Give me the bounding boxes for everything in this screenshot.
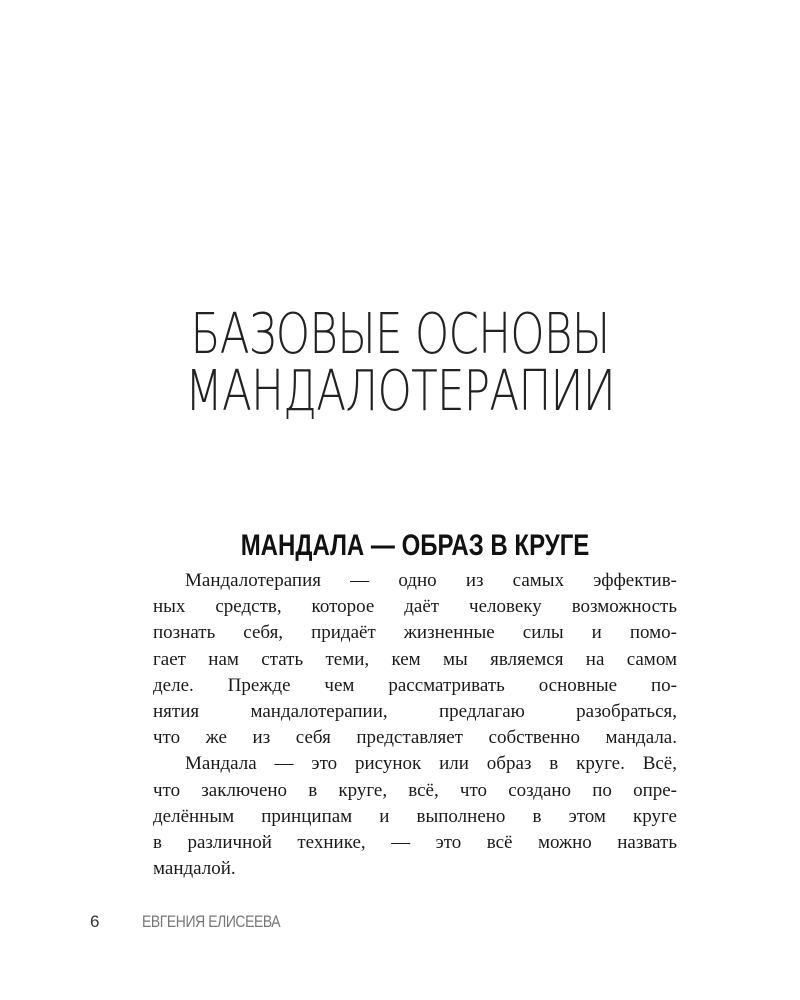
page-number: 6 [90,912,100,931]
section-heading: МАНДАЛА — ОБРАЗ В КРУГЕ [240,529,590,562]
paragraph-line: мандалой. [153,858,236,880]
paragraph-line: познать себя, придаёт жизненные силы и помо- [153,622,677,644]
paragraph-line: что заключено в круге, всё, что создано по опре- [153,779,677,801]
paragraph-line: делённым принципам и выполнено в этом круге [153,805,677,827]
chapter-title-line-1: БАЗОВЫЕ ОСНОВЫ [190,302,610,367]
running-head-author: ЕВГЕНИЯ ЕЛИСЕЕВА [142,912,281,931]
paragraph-line: гает нам стать теми, кем мы являемся на самом [153,648,677,670]
body-text [153,568,677,882]
chapter-title-line-2: МАНДАЛОТЕРАПИИ [185,359,615,424]
paragraph-line: деле. Прежде чем рассматривать основные по- [153,674,677,696]
paragraph-line: что же из себя представляет собственно мандала. [153,727,677,749]
paragraph-line: ных средств, которое даёт человеку возможность [153,596,677,618]
paragraph-line: Мандала — это рисунок или образ в круге. Всё, [185,753,677,775]
paragraph-line: Мандалотерапия — одно из самых эффектив- [185,570,677,591]
page-footer [90,912,311,932]
paragraph-line: нятия мандалотерапии, предлагаю разобраться, [153,701,677,723]
paragraph-line: в различной технике, — это всё можно назвать [153,832,677,854]
